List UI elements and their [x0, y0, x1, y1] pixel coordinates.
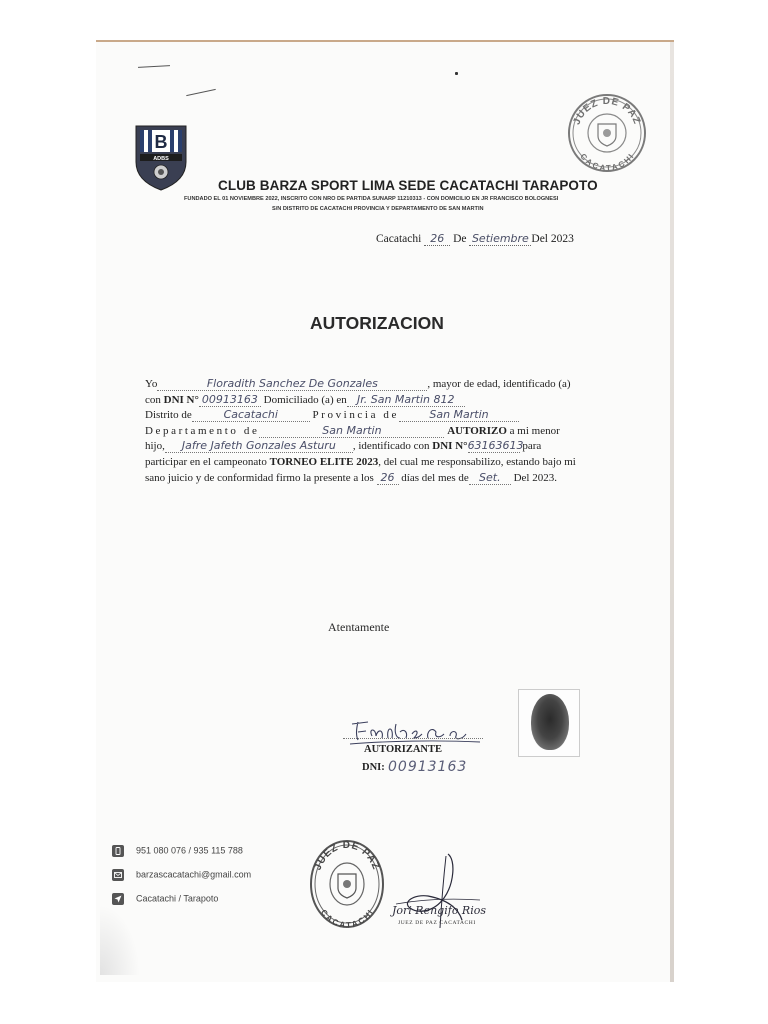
body-line-2	[145, 393, 585, 409]
sano-text: sano juicio y de conformidad firmo la presente a los	[145, 471, 374, 484]
signature-line	[343, 738, 483, 739]
fingerprint	[531, 694, 569, 750]
contact-email	[112, 869, 251, 881]
departamento-value: San Martin	[259, 424, 444, 438]
paper-right-edge	[670, 42, 674, 982]
judge-name: Jori Rengifo Rios	[392, 904, 486, 917]
distrito-value: Cacatachi	[192, 408, 310, 422]
logo-letter: B	[154, 132, 168, 152]
guardian-signature	[346, 714, 484, 748]
contact-phone	[112, 845, 243, 857]
identificado-label: , identificado con	[352, 440, 430, 453]
date-year-label: Del 2023	[531, 233, 574, 245]
district-info: S/N DISTRITO DE CACATACHI PROVINCIA Y DEPARTAMENTO DE SAN MARTIN	[272, 206, 484, 212]
distrito-label: Distrito de	[145, 409, 192, 422]
stamp-bottom-bottom-text: CACATACHI	[318, 907, 376, 930]
contact-email-text: barzascacatachi@gmail.com	[136, 869, 252, 880]
svg-text:JUEZ DE PAZ	[313, 840, 382, 872]
club-name: CLUB BARZA SPORT LIMA SEDE CACATACHI TARAPOTO	[218, 178, 598, 193]
body-line-4	[145, 424, 585, 440]
stamp-bottom-top-text: JUEZ DE PAZ	[312, 839, 382, 872]
judge-stamp-bottom	[308, 838, 386, 930]
domiciliado-label: Domiciliado (a) en	[263, 393, 347, 406]
signer-dni-value: 00913163	[388, 759, 468, 775]
document-title: AUTORIZACION	[310, 313, 444, 333]
body-line-6	[145, 455, 585, 471]
judge-title: JUEZ DE PAZ CACATACHI	[398, 920, 476, 926]
svg-text:CACATACHI	[578, 152, 635, 173]
svg-text:CACATACHI	[319, 908, 375, 930]
founded-info: FUNDADO EL 01 NOVIEMBRE 2022, INSCRITO CON NRO DE PARTIDA SUNARP 11210313 - CON DOMICILIO EN JR FRANCISCO BOLOGNESI	[184, 196, 559, 202]
child-name: Jafre Jafeth Gonzales Asturu	[165, 439, 353, 453]
contact-location-text: Cacatachi / Tarapoto	[136, 893, 219, 904]
guardian-address: Jr. San Martin 812	[347, 393, 465, 407]
contact-phone-text: 951 080 076 / 935 115 788	[136, 845, 243, 856]
autorizo-label: AUTORIZO	[447, 424, 507, 437]
dni-label: DNI N°	[163, 393, 199, 406]
departamento-label: Departamento de	[145, 424, 260, 437]
paper-shadow	[100, 905, 140, 975]
date-line	[376, 232, 574, 246]
closing-atentamente: Atentamente	[328, 620, 390, 634]
contact-location	[112, 893, 218, 905]
provincia-label: Provincia de	[312, 409, 399, 422]
child-dni-label: DNI N°	[432, 440, 468, 453]
date-day: 26	[424, 232, 450, 246]
body-line-5	[145, 439, 585, 455]
provincia-value: San Martin	[399, 408, 519, 422]
body-line-7	[145, 471, 585, 487]
stamp-bottom-text: CACATACHI	[578, 151, 636, 173]
participar-text: participar en el campeonato	[145, 455, 267, 468]
logo-text: ADBS	[153, 156, 169, 162]
signer-dni-label: DNI:	[362, 762, 385, 773]
club-logo	[132, 124, 190, 192]
dias-label: días del mes de	[401, 471, 469, 484]
menor-label: a mi menor	[509, 424, 560, 437]
tournament-name: TORNEO ELITE 2023	[269, 455, 379, 468]
date-de-label: De	[453, 233, 467, 245]
date-month: Setiembre	[469, 232, 531, 246]
sign-month: Set.	[469, 471, 511, 485]
email-icon	[112, 869, 124, 881]
responsabilizo-text: , del cual me responsabilizo, estando bajo mi	[378, 455, 576, 468]
del-label: Del 2023.	[513, 471, 557, 484]
autorizante-label: AUTORIZANTE	[364, 744, 442, 755]
con-label: con	[145, 393, 161, 406]
phone-icon	[112, 845, 124, 857]
para-label: para	[522, 440, 542, 453]
sign-day: 26	[377, 471, 399, 485]
mayor-label: , mayor de edad, identificado (a)	[427, 378, 571, 390]
guardian-dni: 00913163	[199, 393, 261, 407]
judge-stamp-top	[566, 92, 648, 174]
child-dni: 63163613	[467, 439, 524, 453]
hijo-label: hijo,	[145, 440, 165, 453]
judge-signature	[388, 850, 488, 930]
svg-text:JUEZ DE PAZ	[571, 96, 642, 126]
body-line-3	[145, 408, 585, 424]
date-place: Cacatachi	[376, 233, 422, 245]
authorization-body	[145, 377, 585, 486]
body-line-1	[145, 377, 585, 393]
yo-label: Yo	[145, 378, 158, 390]
signature-handwriting-text: FSanchez DG.	[346, 714, 352, 715]
pen-mark	[455, 72, 458, 75]
guardian-name: Floradith Sanchez De Gonzales	[157, 377, 427, 391]
stamp-top-text: JUEZ DE PAZ	[571, 95, 643, 127]
location-icon	[112, 893, 124, 905]
